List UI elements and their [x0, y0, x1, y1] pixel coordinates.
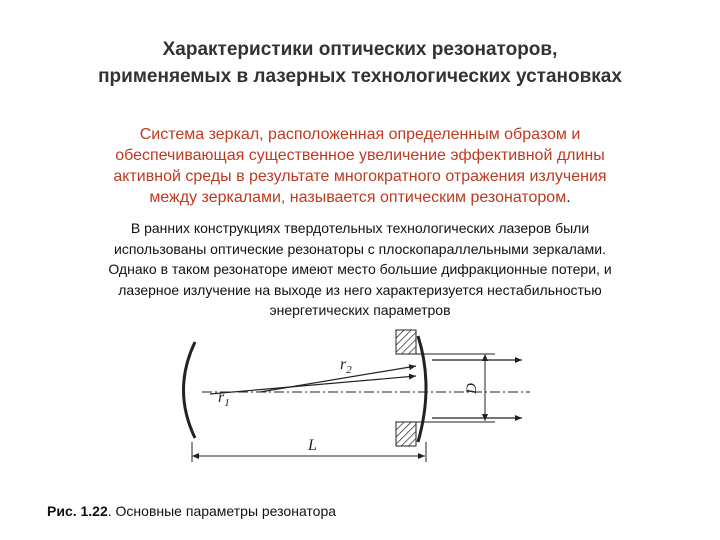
body-paragraph [20, 218, 700, 321]
aperture-top [396, 330, 416, 354]
definition-line-4 [60, 187, 660, 208]
definition-line-4-text: между зеркалами, называется оптическим резонатором [149, 189, 567, 206]
body-line-5: энергетических параметров [269, 302, 451, 318]
left-mirror [184, 342, 196, 438]
radius-r1-line [210, 376, 416, 394]
figure-number: Рис. 1.22 [47, 503, 108, 519]
definition-period: . [566, 189, 571, 206]
body-line-3: Однако в таком резонаторе имеют место большие дифракционные потери, и [108, 261, 612, 277]
right-mirror [418, 336, 426, 442]
label-L: L [308, 437, 317, 454]
aperture-bottom [396, 422, 416, 446]
title-line-2: применяемых в лазерных технологических установках [98, 66, 622, 87]
definition-line-3: активной среды в результате многократного отражения излучения [113, 168, 607, 185]
definition-line-1: Система зеркал, расположенная определенным образом и [139, 126, 581, 143]
figure-caption [47, 503, 336, 519]
radius-r2-line [260, 366, 416, 392]
label-D: D [464, 383, 480, 394]
slide-title [0, 36, 720, 90]
definition-line-2: обеспечивающая существенное увеличение эффективной длины [115, 147, 605, 164]
label-r2: $r_2$ [340, 356, 352, 376]
definition-text [60, 124, 660, 208]
label-r1: $r_1$ [218, 389, 230, 409]
body-line-4: лазерное излучение на выходе из него характеризуется нестабильностью [118, 281, 602, 298]
resonator-diagram [150, 322, 570, 492]
body-line-1: В ранних конструкциях твердотельных технологических лазеров были [130, 220, 590, 236]
body-line-2: использованы оптические резонаторы с плоскопараллельными зеркалами. [114, 240, 606, 257]
title-line-1: Характеристики оптических резонаторов, [162, 39, 558, 60]
figure-caption-text: . Основные параметры резонатора [107, 503, 337, 519]
